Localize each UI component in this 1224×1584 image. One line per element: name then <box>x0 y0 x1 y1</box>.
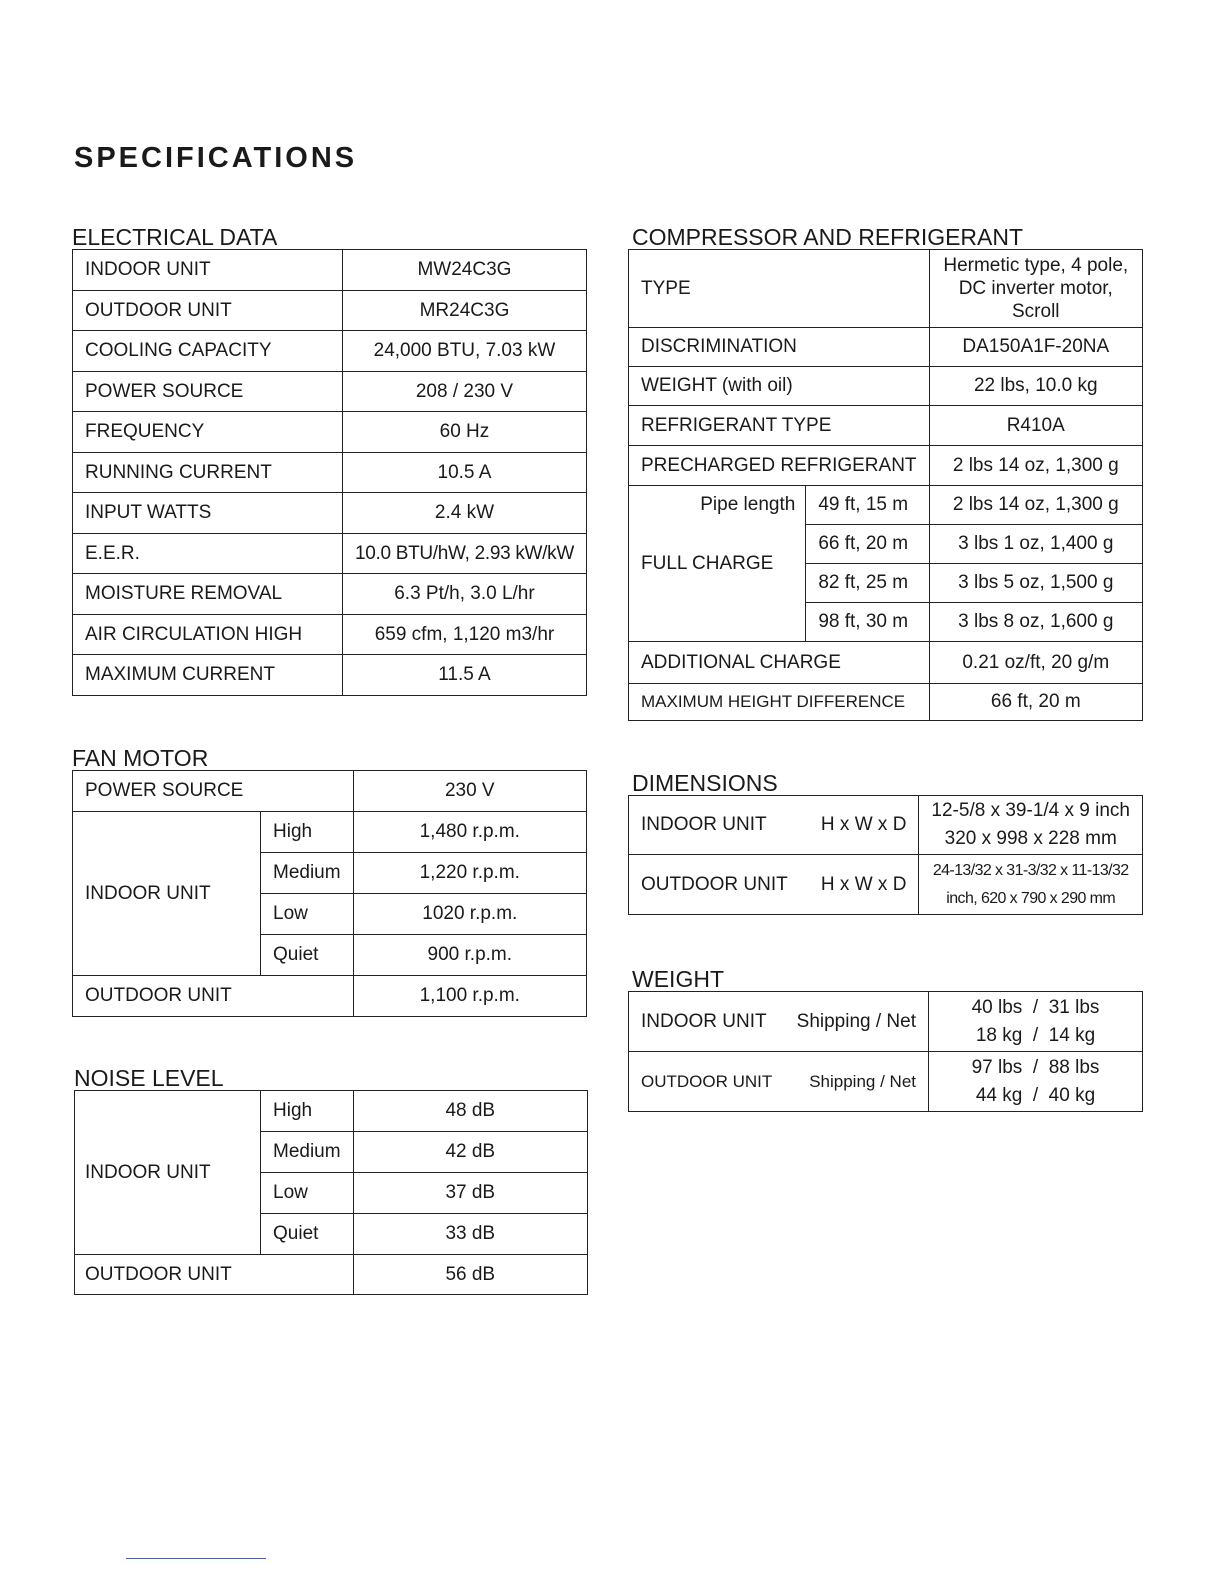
indoor-unit-label: INDOOR UNIT <box>73 812 261 976</box>
noise-level-section <box>74 1066 588 1295</box>
dimensions-section <box>628 771 1143 915</box>
compressor-table <box>628 249 1143 721</box>
row-label: OUTDOOR UNIT <box>73 291 343 331</box>
row-value: 56 dB <box>353 1255 587 1295</box>
value-line: 97 lbs / 88 lbs <box>971 1056 1100 1078</box>
pipe-length-value: 66 ft, 20 m <box>806 525 929 564</box>
row-value <box>929 1052 1143 1112</box>
row-value: 3 lbs 1 oz, 1,400 g <box>929 525 1142 564</box>
row-value: 2.4 kW <box>342 493 586 534</box>
row-label: INPUT WATTS <box>73 493 343 534</box>
row-label: POWER SOURCE <box>73 771 354 812</box>
type-value-line: Hermetic type, 4 pole, <box>943 255 1129 276</box>
row-value: 208 / 230 V <box>342 372 586 412</box>
row-value: 1,480 r.p.m. <box>353 812 586 853</box>
pipe-length-value: 98 ft, 30 m <box>806 603 929 642</box>
table-row <box>75 1091 588 1132</box>
row-label: FREQUENCY <box>73 412 343 453</box>
table-row <box>73 412 587 453</box>
row-value: 11.5 A <box>342 655 586 696</box>
row-value <box>919 796 1143 855</box>
electrical-data-section <box>72 225 587 696</box>
row-label: INDOOR UNIT <box>641 814 767 835</box>
row-value: 48 dB <box>353 1091 587 1132</box>
table-row <box>73 771 587 812</box>
table-row <box>73 812 587 853</box>
row-label: MAXIMUM CURRENT <box>73 655 343 696</box>
row-label: AIR CIRCULATION HIGH <box>73 615 343 655</box>
table-row <box>75 1255 588 1295</box>
full-charge-cell <box>629 486 806 642</box>
type-value-line: Scroll <box>1012 301 1060 322</box>
value-line: 18 kg / 14 kg <box>975 1024 1096 1046</box>
table-row <box>73 493 587 534</box>
table-row <box>73 250 587 291</box>
row-label: E.E.R. <box>73 534 343 574</box>
table-row <box>73 615 587 655</box>
row-value: DA150A1F-20NA <box>929 328 1142 367</box>
speed-label: High <box>261 1091 354 1132</box>
pipe-length-value: 49 ft, 15 m <box>806 486 929 525</box>
page-title: SPECIFICATIONS <box>74 142 358 174</box>
row-value: 66 ft, 20 m <box>929 684 1142 721</box>
value-line: 320 x 998 x 228 mm <box>944 828 1117 849</box>
table-row <box>73 655 587 696</box>
table-row <box>629 406 1143 446</box>
row-label: OUTDOOR UNIT <box>73 976 354 1017</box>
row-label: INDOOR UNIT <box>73 250 343 291</box>
row-value <box>929 992 1143 1052</box>
row-label: PRECHARGED REFRIGERANT <box>629 446 930 486</box>
table-row <box>73 331 587 372</box>
value-line: inch, 620 x 790 x 290 mm <box>946 889 1116 907</box>
row-label: DISCRIMINATION <box>629 328 930 367</box>
footer-rule <box>126 1558 266 1559</box>
value-line: 44 kg / 40 kg <box>975 1084 1096 1106</box>
compressor-section <box>628 225 1143 721</box>
row-value: 230 V <box>353 771 586 812</box>
row-label: TYPE <box>629 250 930 328</box>
speed-label: Low <box>261 894 354 935</box>
table-row <box>629 1052 1143 1112</box>
row-value: 33 dB <box>353 1214 587 1255</box>
row-label: INDOOR UNIT <box>641 1010 767 1032</box>
row-value: 22 lbs, 10.0 kg <box>929 367 1142 406</box>
speed-label: Medium <box>261 1132 354 1173</box>
row-value: MW24C3G <box>342 250 586 291</box>
full-charge-label: FULL CHARGE <box>641 552 774 574</box>
electrical-data-table <box>72 249 587 696</box>
table-row <box>73 574 587 615</box>
table-row <box>629 855 1143 915</box>
row-label: POWER SOURCE <box>73 372 343 412</box>
weight-kind: Shipping / Net <box>796 1010 916 1032</box>
dimensions-table <box>628 795 1143 915</box>
row-label-cell <box>629 992 929 1052</box>
row-value: 2 lbs 14 oz, 1,300 g <box>929 486 1142 525</box>
row-label: ADDITIONAL CHARGE <box>629 642 930 684</box>
table-row <box>73 976 587 1017</box>
row-label: COOLING CAPACITY <box>73 331 343 372</box>
row-label-cell <box>629 855 919 915</box>
row-label: MAXIMUM HEIGHT DIFFERENCE <box>629 684 930 721</box>
table-row <box>629 684 1143 721</box>
row-value: 3 lbs 5 oz, 1,500 g <box>929 564 1142 603</box>
dimensions-title: DIMENSIONS <box>632 770 778 796</box>
fan-motor-title: FAN MOTOR <box>72 745 209 771</box>
table-row <box>629 250 1143 328</box>
fan-motor-table <box>72 770 587 1017</box>
value-line: 12-5/8 x 39-1/4 x 9 inch <box>931 800 1130 821</box>
weight-kind: Shipping / Net <box>809 1071 916 1091</box>
compressor-title: COMPRESSOR AND REFRIGERANT <box>632 224 1024 250</box>
row-value: 1020 r.p.m. <box>353 894 586 935</box>
row-label: OUTDOOR UNIT <box>641 1071 773 1091</box>
row-value: MR24C3G <box>342 291 586 331</box>
weight-table <box>628 991 1143 1112</box>
weight-section <box>628 967 1143 1112</box>
row-value: 900 r.p.m. <box>353 935 586 976</box>
row-value: 37 dB <box>353 1173 587 1214</box>
fan-motor-section <box>72 746 587 1017</box>
value-line: 40 lbs / 31 lbs <box>971 996 1100 1018</box>
table-row <box>629 328 1143 367</box>
row-value: 3 lbs 8 oz, 1,600 g <box>929 603 1142 642</box>
row-label: OUTDOOR UNIT <box>641 873 788 895</box>
row-value <box>919 855 1143 915</box>
speed-label: Low <box>261 1173 354 1214</box>
row-value: 659 cfm, 1,120 m3/hr <box>342 615 586 655</box>
row-value: 10.0 BTU/hW, 2.93 kW/kW <box>342 534 586 574</box>
axis-label: H x W x D <box>820 873 907 895</box>
table-row <box>629 486 1143 525</box>
table-row <box>73 453 587 493</box>
row-label: WEIGHT (with oil) <box>629 367 930 406</box>
row-label: RUNNING CURRENT <box>73 453 343 493</box>
type-value <box>929 250 1142 328</box>
table-row <box>629 992 1143 1052</box>
noise-level-title: NOISE LEVEL <box>74 1065 224 1091</box>
pipe-length-label: Pipe length <box>700 494 796 515</box>
table-row <box>629 446 1143 486</box>
row-value: 42 dB <box>353 1132 587 1173</box>
row-label: MOISTURE REMOVAL <box>73 574 343 615</box>
row-value: 1,220 r.p.m. <box>353 853 586 894</box>
row-label: REFRIGERANT TYPE <box>629 406 930 446</box>
row-value: R410A <box>929 406 1142 446</box>
type-value-line: DC inverter motor, <box>958 278 1113 299</box>
table-row <box>629 796 1143 855</box>
row-value: 60 Hz <box>342 412 586 453</box>
row-label: OUTDOOR UNIT <box>75 1255 354 1295</box>
table-row <box>73 372 587 412</box>
row-value: 24,000 BTU, 7.03 kW <box>342 331 586 372</box>
noise-level-table <box>74 1090 588 1295</box>
table-row <box>629 642 1143 684</box>
table-row <box>73 291 587 331</box>
speed-label: High <box>261 812 354 853</box>
row-label-cell <box>629 1052 929 1112</box>
weight-title: WEIGHT <box>632 966 724 992</box>
row-value: 1,100 r.p.m. <box>353 976 586 1017</box>
row-value: 6.3 Pt/h, 3.0 L/hr <box>342 574 586 615</box>
speed-label: Medium <box>261 853 354 894</box>
speed-label: Quiet <box>261 1214 354 1255</box>
axis-label: H x W x D <box>820 814 907 835</box>
table-row <box>73 534 587 574</box>
value-line: 24-13/32 x 31-3/32 x 11-13/32 <box>932 861 1129 879</box>
row-label-cell <box>629 796 919 855</box>
speed-label: Quiet <box>261 935 354 976</box>
electrical-data-title: ELECTRICAL DATA <box>72 224 278 250</box>
indoor-unit-label: INDOOR UNIT <box>75 1091 261 1255</box>
row-value: 0.21 oz/ft, 20 g/m <box>929 642 1142 684</box>
table-row <box>629 367 1143 406</box>
pipe-length-value: 82 ft, 25 m <box>806 564 929 603</box>
row-value: 10.5 A <box>342 453 586 493</box>
row-value: 2 lbs 14 oz, 1,300 g <box>929 446 1142 486</box>
